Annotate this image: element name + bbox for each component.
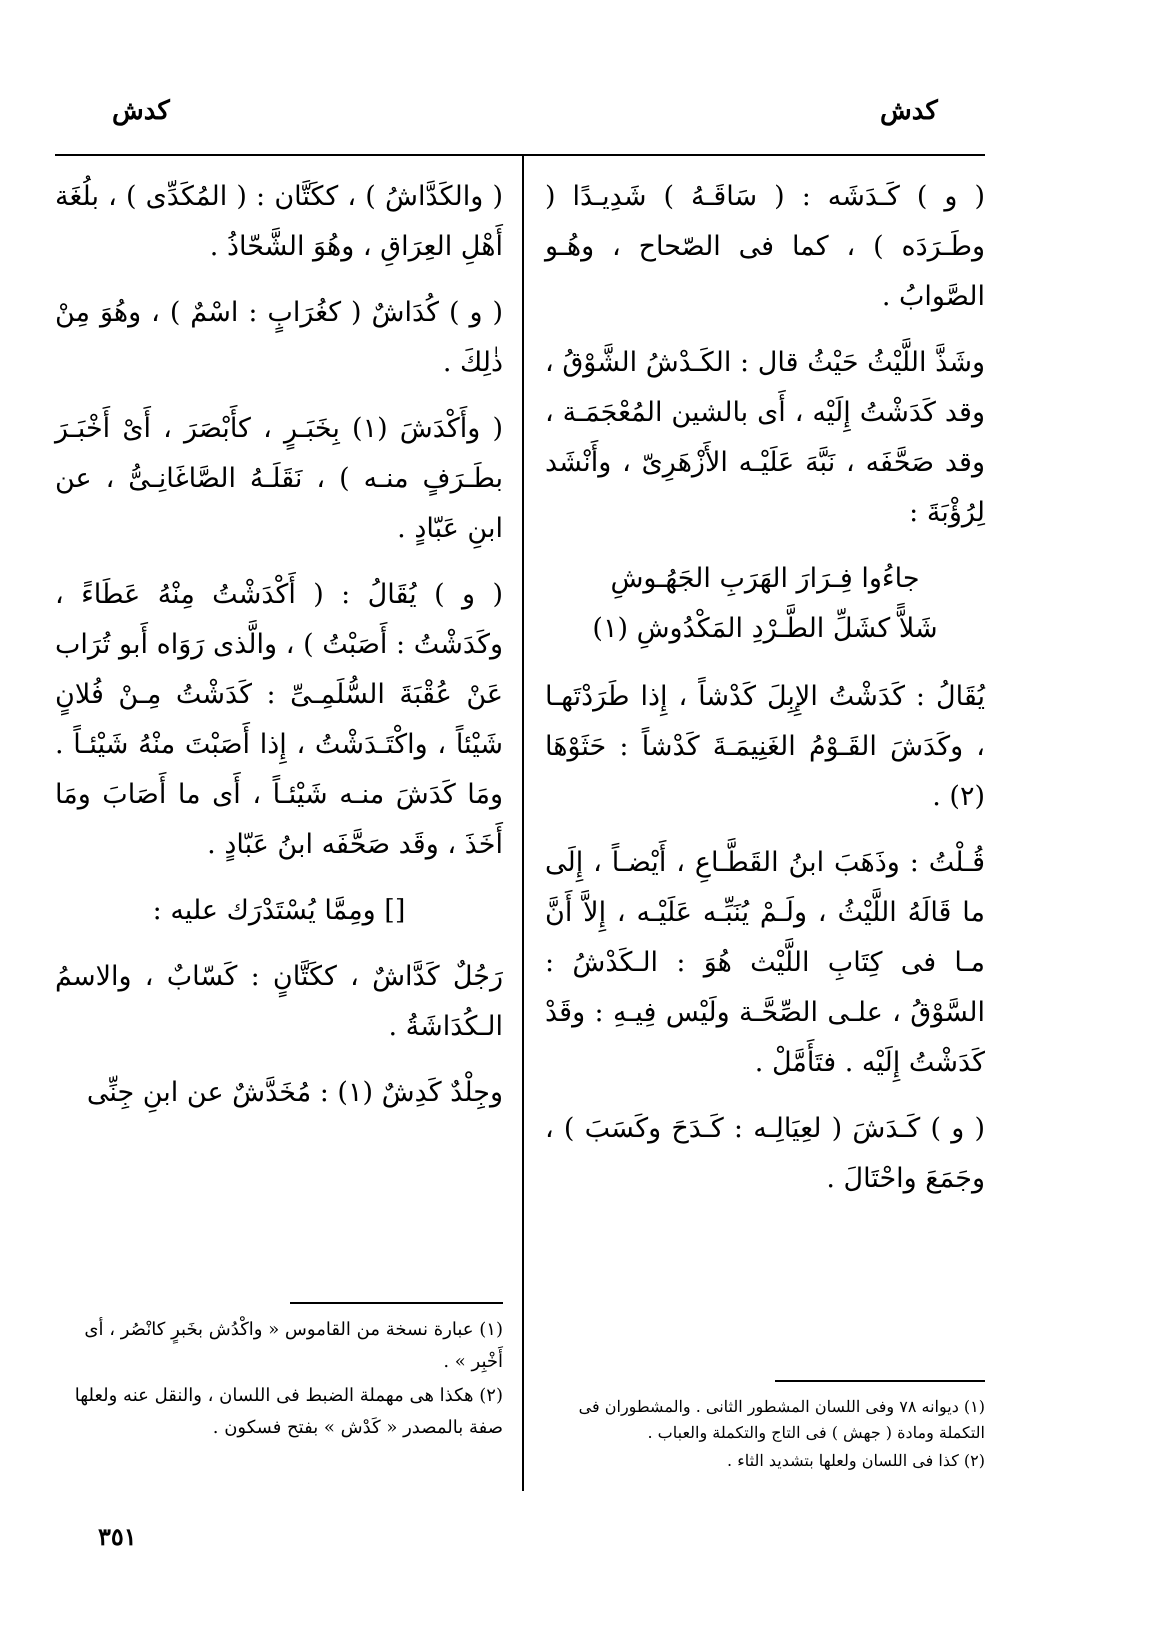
entry-paragraph: وجِلْدٌ كَدِشٌ (١) : مُخَدَّشٌ عن ابنِ جِنِّى — [86, 1077, 503, 1108]
verse-line: شَلاًّ كشَلِّ الطَّـرْدِ المَكْدُوشِ (١) — [592, 613, 938, 644]
footnote: (٢) كذا فى اللسان ولعلها بتشديد الثاء . — [727, 1451, 985, 1470]
entry-paragraph: وشَذَّ اللَّيْثُ حَيْثُ قال : الكَـدْشُ الشَّوْقُ ، وقد كَدَشْتُ إِلَيْه ، أَى بالشين المُعْجَمَـة ، وقد صَحَّفَه ، نَبَّهَ عَلَيْـه الأَزْهَرِىّ ، وأَنْشَد لِرُؤْبَةَ : — [545, 347, 985, 528]
entry-paragraph: ( و ) كُدَاشٌ ( كغُرَابٍ : اسْمٌ ) ، وهُوَ مِنْ ذٰلِكَ . — [55, 297, 503, 378]
footnote-rule-left — [290, 1302, 503, 1304]
right-column — [545, 172, 985, 1220]
column-divider — [522, 156, 524, 1491]
entry-paragraph: ( و ) كَـدَشَه : ( سَاقَـهُ ) شَدِيـدًا ( وطَـرَدَه ) ، كما فى الصّحاح ، وهُـو الصَّوابُ . — [545, 181, 985, 312]
page-number: ٣٥١ — [98, 1522, 137, 1551]
footnote: (١) ديوانه ٧٨ وفى اللسان المشطور الثانى . والمشطوران فى التكملة ومادة ( جهش ) فى التاج والتكملة والعباب . — [578, 1397, 985, 1442]
entry-paragraph: ( و ) يُقَالُ : ( أَكْدَشْتُ مِنْهُ عَطَاءً ، وكَدَشْتُ : أَصَبْتُ ) ، والَّذى رَوَاه أَبو تُرَاب عَنْ عُقْبَةَ السُّلَمِـىِّ : كَدَشْتُ مِـنْ فُلانٍ شَيْئاً ، واكْتَـدَشْتُ ، إِذا أَصَبْتَ منْهُ شَيْئـاً . ومَا كَدَشَ منـه شَيْئـاً ، أَى ما أَصَابَ ومَا أَخَذَ ، وقَد صَحَّفَه ابنُ عَبّادٍ . — [55, 579, 503, 860]
footnote: (٢) هكذا هى مهملة الضبط فى اللسان ، والنقل عنه ولعلها صفة بالمصدر « كَدْش » بفتح فسكون . — [74, 1385, 503, 1438]
footnotes-right — [545, 1394, 985, 1476]
entry-paragraph: ( والكَدَّاشُ ) ، ككَتَّان : ( المُكَدِّى ) ، بلُغَة أَهْلِ العِرَاقِ ، وهُوَ الشَّحّاذُ . — [55, 181, 503, 262]
istidrak-heading: [] ومِمَّا يُسْتَدْرَك عليه : — [152, 895, 406, 926]
entry-paragraph: قُـلْتُ : وذَهَبَ ابنُ القَطَّـاعِ ، أَيْضـاً ، إِلَى ما قَالَهُ اللَّيْثُ ، ولَـمْ يُنَبِّـه عَلَيْـه ، إِلاَّ أَنَّ مـا فى كِتَابِ اللَّيْث هُوَ : الـكَدْشُ : السَّوْقُ ، علـى الصِّحَّـة ولَيْس فِيـهِ : وقَدْ كَدَشْتُ إِلَيْه . فتَأَمَّلْ . — [545, 847, 985, 1078]
verse-line: جاءُوا فِـرَارَ الهَرَبِ الجَهُـوشِ — [610, 563, 920, 594]
footnotes-left — [55, 1314, 503, 1446]
left-column — [55, 172, 503, 1134]
entry-paragraph: يُقَالُ : كَدَشْتُ الإِبِلَ كَدْشاً ، إِذا طَرَدْتَهـا ، وكَدَشَ القَـوْمُ الغَنِيمَـةَ كَدْشاً : حَثَوْهَا (٢) . — [545, 681, 985, 812]
running-head-right: كدش — [880, 96, 938, 126]
footnote: (١) عبارة نسخة من القاموس « واكْدُش بخَبرٍ كانْصُر ، أى أَخْبِر » . — [84, 1319, 503, 1372]
entry-paragraph: رَجُلٌ كَدَّاشٌ ، ككَتَّانٍ : كَسّابٌ ، والاسمُ الـكُدَاشَةُ . — [55, 961, 503, 1042]
poetry-verse — [545, 554, 985, 654]
header-rule — [55, 154, 985, 156]
entry-paragraph: ( و ) كَـدَشَ ( لعِيَالِـه : كَـدَحَ وكَسَبَ ) ، وجَمَعَ واحْتَالَ . — [545, 1113, 985, 1194]
running-head-left: كدش — [112, 96, 170, 126]
footnote-rule-right — [775, 1380, 985, 1382]
entry-paragraph: ( وأَكْدَشَ (١) بِخَبَـرٍ ، كأَبْصَرَ ، أَىْ أَخْبَـرَ بطَـرَفٍ منـه ) ، نَقَلَـهُ الصَّاغَانِـىُّ ، عن ابنِ عَبّادٍ . — [55, 413, 504, 544]
